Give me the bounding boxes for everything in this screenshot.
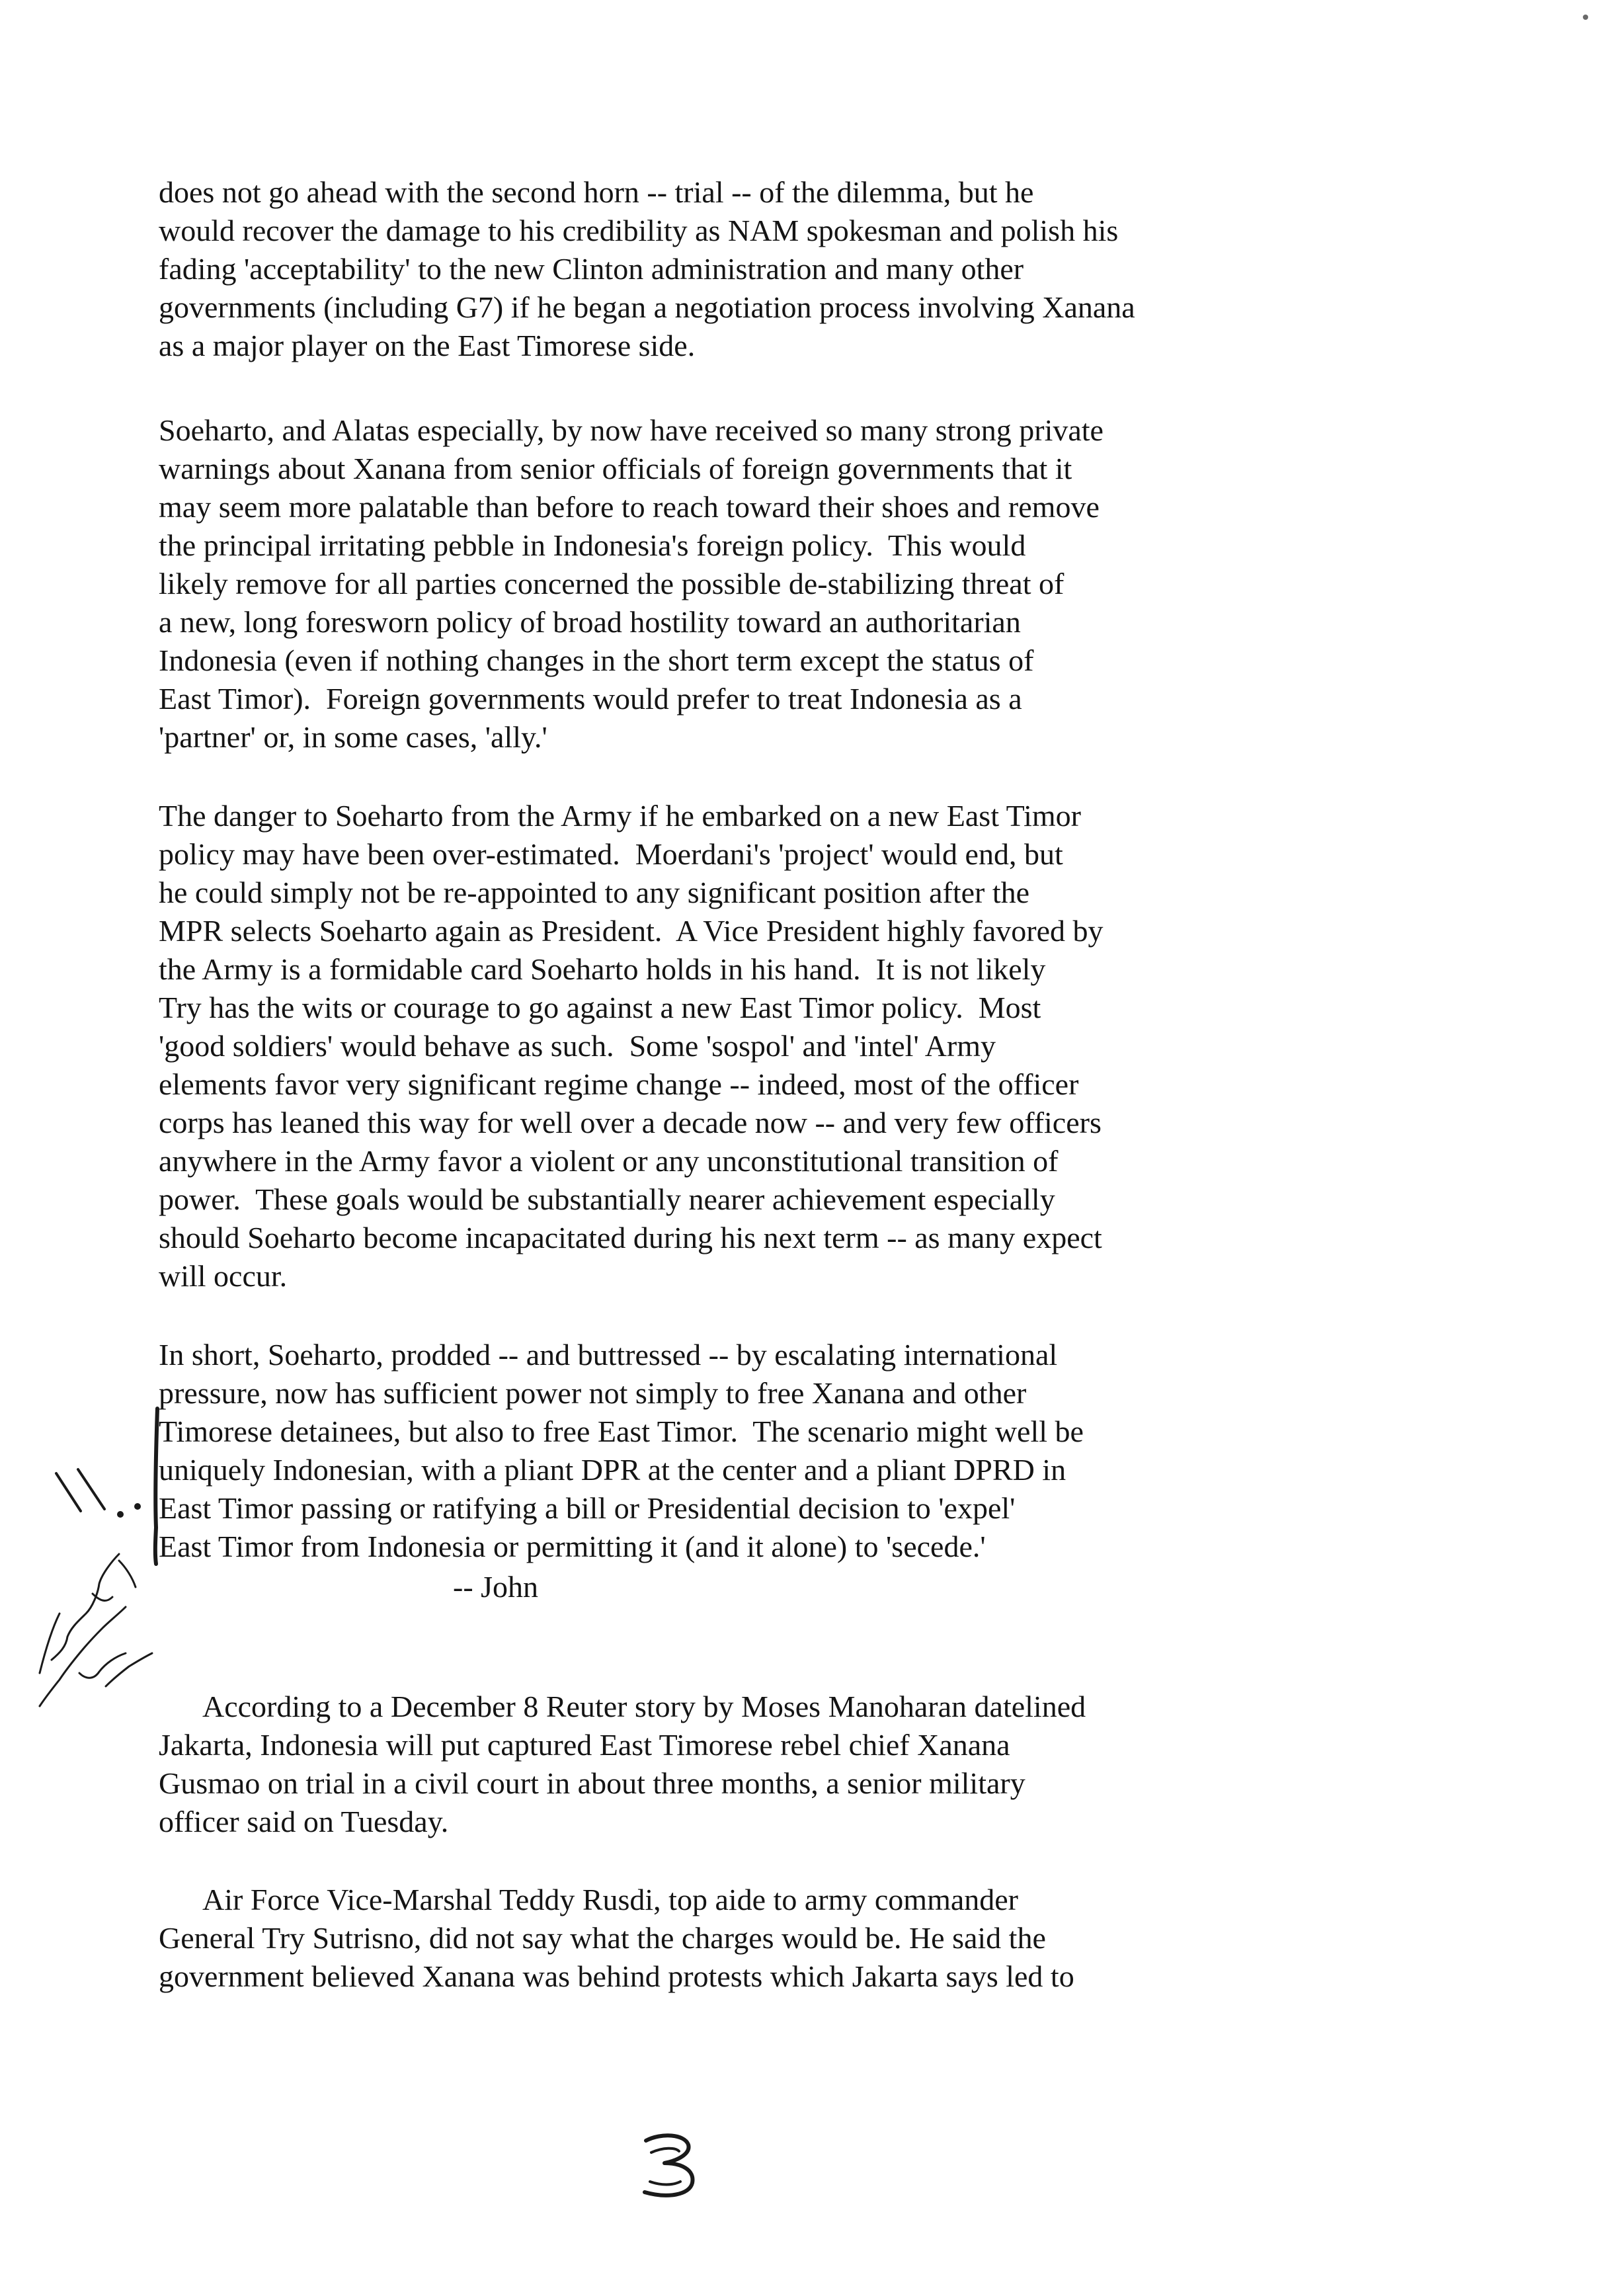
paragraph-dilemma: [159, 173, 1135, 365]
signature: -- John: [453, 1570, 539, 1604]
margin-dot-2: [134, 1503, 141, 1510]
scan-speck: [1583, 15, 1588, 20]
paragraph-rusdi: [159, 1881, 1074, 1996]
text-line: does not go ahead with the second horn -- trial -- of the dilemma, but he: [159, 175, 1034, 209]
margin-dot-1: [117, 1511, 124, 1518]
margin-slash-2: [78, 1469, 104, 1509]
text-line: may seem more palatable than before to reach toward their shoes and remove: [159, 490, 1100, 524]
text-line: Try has the wits or courage to go against a new East Timor policy. Most: [159, 991, 1041, 1024]
text-line: Soeharto, and Alatas especially, by now have received so many strong private: [159, 413, 1104, 447]
text-line: In short, Soeharto, prodded -- and buttressed -- by escalating international: [159, 1338, 1058, 1372]
text-line: Indonesia (even if nothing changes in the short term except the status of: [159, 643, 1034, 677]
text-line: power. These goals would be substantially nearer achievement especially: [159, 1182, 1055, 1216]
text-line: elements favor very significant regime change -- indeed, most of the officer: [159, 1067, 1079, 1101]
text-line: corps has leaned this way for well over a decade now -- and very few officers: [159, 1106, 1102, 1139]
margin-vertical-bar: [155, 1409, 157, 1564]
text-line: According to a December 8 Reuter story by Moses Manoharan datelined: [202, 1690, 1086, 1723]
text-line: General Try Sutrisno, did not say what the charges would be. He said the: [159, 1921, 1046, 1955]
text-line: will occur.: [159, 1259, 288, 1293]
text-line: Air Force Vice-Marshal Teddy Rusdi, top aide to army commander: [202, 1883, 1019, 1916]
text-line: Gusmao on trial in a civil court in about three months, a senior military: [159, 1766, 1025, 1800]
text-line: government believed Xanana was behind protests which Jakarta says led to: [159, 1959, 1074, 1993]
text-line: MPR selects Soeharto again as President. A Vice President highly favored by: [159, 914, 1104, 948]
paragraph-army-danger: [159, 797, 1104, 1295]
handwritten-margin-note: [20, 1395, 172, 1739]
paragraph-warnings: [159, 411, 1104, 757]
text-line: governments (including G7) if he began a negotiation process involving Xanana: [159, 290, 1135, 324]
paragraph-in-short: [159, 1336, 1084, 1566]
text-line: should Soeharto become incapacitated during his next term -- as many expect: [159, 1221, 1102, 1254]
text-line: The danger to Soeharto from the Army if he embarked on a new East Timor: [159, 799, 1082, 833]
text-line: he could simply not be re-appointed to any significant position after the: [159, 876, 1030, 909]
text-line: anywhere in the Army favor a violent or any unconstitutional transition of: [159, 1144, 1059, 1178]
text-line: as a major player on the East Timorese side.: [159, 329, 696, 362]
text-line: Jakarta, Indonesia will put captured East Timorese rebel chief Xanana: [159, 1728, 1010, 1762]
text-line: East Timor passing or ratifying a bill or Presidential decision to 'expel': [159, 1491, 1016, 1525]
text-line: East Timor). Foreign governments would prefer to treat Indonesia as a: [159, 682, 1022, 716]
paragraph-reuter-story: [159, 1688, 1086, 1841]
text-line: Timorese detainees, but also to free East Timor. The scenario might well be: [159, 1414, 1084, 1448]
text-line: likely remove for all parties concerned the possible de-stabilizing threat of: [159, 567, 1065, 600]
text-line: policy may have been over-estimated. Moerdani's 'project' would end, but: [159, 837, 1063, 871]
text-line: fading 'acceptability' to the new Clinton administration and many other: [159, 252, 1024, 286]
handwritten-page-number: [631, 2126, 711, 2205]
text-line: the principal irritating pebble in Indonesia's foreign policy. This would: [159, 528, 1026, 562]
text-line: warnings about Xanana from senior officials of foreign governments that it: [159, 452, 1072, 485]
text-line: uniquely Indonesian, with a pliant DPR at the center and a pliant DPRD in: [159, 1453, 1066, 1487]
text-line: 'partner' or, in some cases, 'ally.': [159, 720, 547, 754]
text-line: would recover the damage to his credibility as NAM spokesman and polish his: [159, 214, 1119, 247]
text-line: 'good soldiers' would behave as such. Some 'sospol' and 'intel' Army: [159, 1029, 996, 1063]
text-line: pressure, now has sufficient power not simply to free Xanana and other: [159, 1376, 1027, 1410]
margin-slash-1: [56, 1473, 81, 1511]
text-line: the Army is a formidable card Soeharto holds in his hand. It is not likely: [159, 952, 1046, 986]
text-line: a new, long foresworn policy of broad hostility toward an authoritarian: [159, 605, 1021, 639]
text-line: officer said on Tuesday.: [159, 1805, 449, 1838]
text-line: East Timor from Indonesia or permitting it (and it alone) to 'secede.': [159, 1530, 986, 1563]
